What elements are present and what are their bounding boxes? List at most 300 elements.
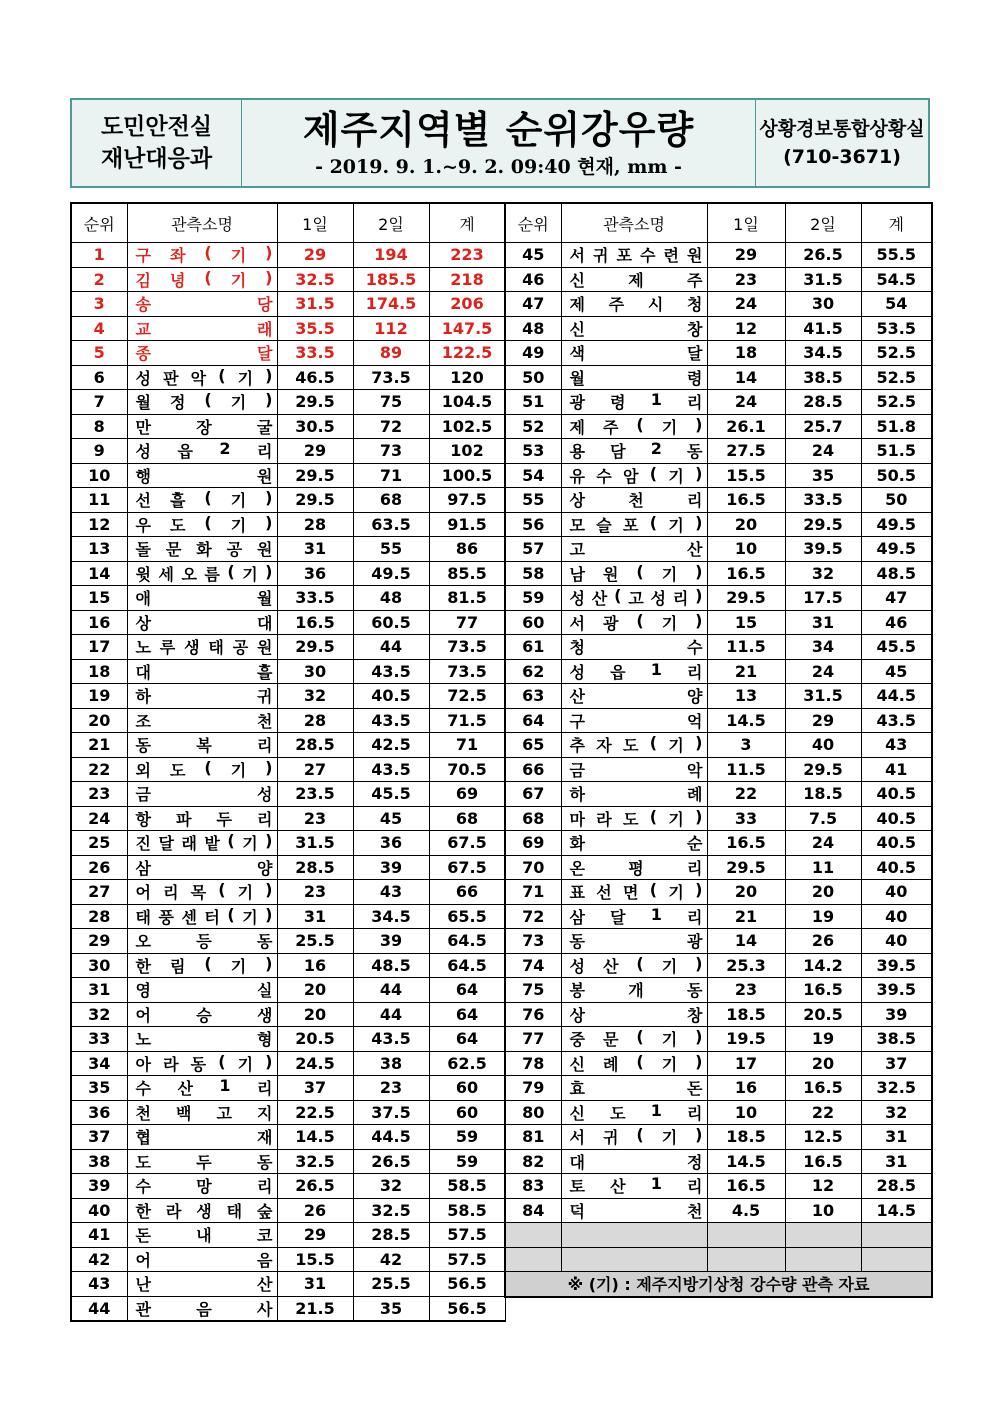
day2-cell: 28.5 (785, 390, 861, 415)
station-name: 청 수 (569, 638, 703, 658)
table-row (505, 978, 932, 1003)
day2-cell: 32 (785, 561, 861, 586)
station-cell (127, 267, 277, 292)
rank-cell: 51 (505, 390, 561, 415)
table-row (505, 243, 932, 268)
day2-cell: 19 (785, 904, 861, 929)
day1-cell: 29.5 (277, 635, 353, 660)
day1-cell: 20 (277, 1002, 353, 1027)
rank-cell: 44 (71, 1296, 127, 1321)
station-name: 김 녕 ( 기 ) (135, 267, 273, 290)
total-cell: 43 (861, 733, 932, 758)
table-row (71, 1051, 505, 1076)
rank-cell: 2 (71, 267, 127, 292)
table-row (71, 1125, 505, 1150)
station-name: 용 담 2 동 (569, 439, 703, 462)
day2-cell: 37.5 (353, 1100, 429, 1125)
day2-cell: 43.5 (353, 659, 429, 684)
table-row (71, 684, 505, 709)
rank-cell: 12 (71, 512, 127, 537)
station-name: 어 리 목 ( 기 ) (135, 880, 273, 903)
day2-cell: 39.5 (785, 537, 861, 562)
station-name: 서 광 ( 기 ) (569, 610, 703, 633)
station-cell (127, 586, 277, 611)
day2-cell: 11 (785, 855, 861, 880)
table-row (505, 390, 932, 415)
day2-cell: 42 (353, 1247, 429, 1272)
rank-cell: 49 (505, 341, 561, 366)
total-cell: 40 (861, 929, 932, 954)
day1-cell: 26 (277, 1198, 353, 1223)
total-cell: 47 (861, 586, 932, 611)
station-cell (127, 414, 277, 439)
day2-cell: 35 (353, 1296, 429, 1321)
rank-cell: 18 (71, 659, 127, 684)
day2-cell: 55 (353, 537, 429, 562)
total-cell: 39.5 (861, 953, 932, 978)
day1-cell: 29.5 (277, 488, 353, 513)
station-name: 성 산 ( 고 성 리 ) (569, 586, 703, 609)
station-cell (127, 635, 277, 660)
day1-cell: 20 (277, 978, 353, 1003)
table-row (505, 684, 932, 709)
station-cell (127, 463, 277, 488)
day2-cell: 20 (785, 1051, 861, 1076)
table-row (505, 561, 932, 586)
table-row (71, 953, 505, 978)
day1-cell: 33 (707, 806, 785, 831)
total-cell: 49.5 (861, 512, 932, 537)
total-cell: 40.5 (861, 782, 932, 807)
day2-cell: 68 (353, 488, 429, 513)
day2-cell: 14.2 (785, 953, 861, 978)
total-cell: 147.5 (429, 316, 505, 341)
table-row (505, 267, 932, 292)
station-name: 온 평 리 (569, 858, 703, 878)
day1-cell: 14 (707, 929, 785, 954)
station-name: 모 슬 포 ( 기 ) (569, 512, 703, 535)
total-cell: 58.5 (429, 1174, 505, 1199)
col-day2-header: 2일 (785, 203, 861, 243)
rank-cell: 50 (505, 365, 561, 390)
station-name: 영 실 (135, 981, 273, 1001)
table-row (71, 1002, 505, 1027)
total-cell: 43.5 (861, 708, 932, 733)
rank-cell: 29 (71, 929, 127, 954)
empty-cell (861, 1223, 932, 1248)
day2-cell: 44 (353, 978, 429, 1003)
total-cell: 86 (429, 537, 505, 562)
station-cell (127, 341, 277, 366)
empty-cell (505, 1247, 561, 1272)
table-row (71, 880, 505, 905)
day2-cell: 89 (353, 341, 429, 366)
day1-cell: 15.5 (707, 463, 785, 488)
day1-cell: 10 (707, 1100, 785, 1125)
rank-cell: 55 (505, 488, 561, 513)
total-cell: 32.5 (861, 1076, 932, 1101)
day1-cell: 36 (277, 561, 353, 586)
station-name: 난 산 (135, 1275, 273, 1295)
station-cell (561, 390, 707, 415)
day1-cell: 16.5 (707, 1174, 785, 1199)
station-cell (561, 561, 707, 586)
table-row (505, 316, 932, 341)
division-name: 재난대응과 (100, 146, 213, 172)
day2-cell: 16.5 (785, 978, 861, 1003)
rank-cell: 38 (71, 1149, 127, 1174)
total-cell: 69 (429, 782, 505, 807)
rank-cell: 41 (71, 1223, 127, 1248)
table-row (505, 635, 932, 660)
day2-cell: 32.5 (353, 1198, 429, 1223)
station-name: 서 귀 포 수 련 원 (569, 246, 703, 266)
station-name: 수 망 리 (135, 1177, 273, 1197)
station-name: 신 례 ( 기 ) (569, 1051, 703, 1074)
station-cell (561, 365, 707, 390)
empty-cell (785, 1223, 861, 1248)
table-row (505, 1002, 932, 1027)
day1-cell: 18 (707, 341, 785, 366)
station-cell (561, 341, 707, 366)
rank-cell: 32 (71, 1002, 127, 1027)
day2-cell: 18.5 (785, 782, 861, 807)
day2-cell: 12 (785, 1174, 861, 1199)
station-name: 마 라 도 ( 기 ) (569, 806, 703, 829)
office-phone: (710-3671) (783, 146, 901, 168)
station-name: 우 도 ( 기 ) (135, 512, 273, 535)
station-name: 중 문 ( 기 ) (569, 1027, 703, 1050)
day2-cell: 26.5 (785, 243, 861, 268)
total-cell: 64 (429, 978, 505, 1003)
station-name: 하 례 (569, 785, 703, 805)
total-cell: 68 (429, 806, 505, 831)
total-cell: 72.5 (429, 684, 505, 709)
station-cell (127, 316, 277, 341)
station-name: 태 풍 센 터 ( 기 ) (135, 904, 273, 927)
rank-cell: 53 (505, 439, 561, 464)
rank-cell: 76 (505, 1002, 561, 1027)
page-title: 제주지역별 순위강우량 (302, 108, 695, 152)
day1-cell: 23 (707, 267, 785, 292)
rank-cell: 77 (505, 1027, 561, 1052)
day1-cell: 23 (277, 806, 353, 831)
total-cell: 40.5 (861, 855, 932, 880)
rank-cell: 65 (505, 733, 561, 758)
station-cell (127, 1125, 277, 1150)
rank-cell: 59 (505, 586, 561, 611)
table-row (505, 292, 932, 317)
station-cell (127, 1027, 277, 1052)
station-cell (561, 708, 707, 733)
day2-cell: 44 (353, 635, 429, 660)
table-row (71, 414, 505, 439)
total-cell: 58.5 (429, 1198, 505, 1223)
day2-cell: 73 (353, 439, 429, 464)
total-cell: 97.5 (429, 488, 505, 513)
day2-cell: 34 (785, 635, 861, 660)
table-row (71, 855, 505, 880)
table-row (71, 390, 505, 415)
day1-cell: 11.5 (707, 757, 785, 782)
table-row (505, 512, 932, 537)
station-name: 항 파 두 리 (135, 809, 273, 829)
station-cell (127, 1272, 277, 1297)
station-name: 천 백 고 지 (135, 1103, 273, 1123)
station-cell (127, 806, 277, 831)
office-name: 상황경보통합상황실 (759, 118, 925, 140)
day1-cell: 18.5 (707, 1125, 785, 1150)
total-cell: 77 (429, 610, 505, 635)
table-row (505, 341, 932, 366)
total-cell: 64 (429, 1002, 505, 1027)
table-row (505, 855, 932, 880)
day1-cell: 31.5 (277, 831, 353, 856)
day1-cell: 29 (277, 243, 353, 268)
table-row (71, 978, 505, 1003)
day2-cell: 40 (785, 733, 861, 758)
station-cell (561, 904, 707, 929)
rank-cell: 27 (71, 880, 127, 905)
day2-cell: 43.5 (353, 757, 429, 782)
station-cell (561, 610, 707, 635)
day2-cell: 185.5 (353, 267, 429, 292)
day2-cell: 63.5 (353, 512, 429, 537)
day1-cell: 4.5 (707, 1198, 785, 1223)
station-cell (127, 1002, 277, 1027)
table-row (505, 831, 932, 856)
rank-cell: 33 (71, 1027, 127, 1052)
total-cell: 44.5 (861, 684, 932, 709)
day1-cell: 14.5 (277, 1125, 353, 1150)
rank-cell: 79 (505, 1076, 561, 1101)
day1-cell: 24 (707, 390, 785, 415)
rainfall-table-left (70, 202, 506, 1322)
station-cell (127, 1223, 277, 1248)
table-row (71, 733, 505, 758)
total-cell: 71 (429, 733, 505, 758)
table-row (71, 1247, 505, 1272)
station-name: 동 광 (569, 932, 703, 952)
col-rank-header: 순위 (71, 203, 127, 243)
rank-cell: 58 (505, 561, 561, 586)
rank-cell: 6 (71, 365, 127, 390)
station-name: 삼 양 (135, 858, 273, 878)
page-subtitle: - 2019. 9. 1.~9. 2. 09:40 현재, mm - (315, 156, 682, 178)
station-cell (127, 831, 277, 856)
day1-cell: 28 (277, 512, 353, 537)
station-cell (127, 1174, 277, 1199)
empty-cell (505, 1223, 561, 1248)
total-cell: 50 (861, 488, 932, 513)
total-cell: 102 (429, 439, 505, 464)
rank-cell: 40 (71, 1198, 127, 1223)
rank-cell: 42 (71, 1247, 127, 1272)
table-row (505, 1100, 932, 1125)
station-name: 송 당 (135, 295, 273, 315)
rank-cell: 84 (505, 1198, 561, 1223)
station-cell (127, 782, 277, 807)
day1-cell: 25.3 (707, 953, 785, 978)
table-row (505, 880, 932, 905)
total-cell: 59 (429, 1125, 505, 1150)
station-name: 조 천 (135, 711, 273, 731)
table-row (505, 929, 932, 954)
rank-cell: 81 (505, 1125, 561, 1150)
day1-cell: 24 (707, 292, 785, 317)
station-cell (561, 463, 707, 488)
table-row (71, 659, 505, 684)
station-cell (561, 1100, 707, 1125)
day2-cell: 43.5 (353, 708, 429, 733)
day1-cell: 16.5 (707, 561, 785, 586)
day2-cell: 12.5 (785, 1125, 861, 1150)
station-name: 교 래 (135, 319, 273, 339)
table-row (505, 610, 932, 635)
rank-cell: 17 (71, 635, 127, 660)
station-name: 어 승 생 (135, 1005, 273, 1025)
rank-cell: 57 (505, 537, 561, 562)
day2-cell: 17.5 (785, 586, 861, 611)
rank-cell: 1 (71, 243, 127, 268)
station-name: 만 장 굴 (135, 417, 273, 437)
table-row (71, 1223, 505, 1248)
station-cell (561, 855, 707, 880)
station-name: 고 산 (569, 540, 703, 560)
total-cell: 65.5 (429, 904, 505, 929)
rank-cell: 43 (71, 1272, 127, 1297)
station-name: 상 창 (569, 1005, 703, 1025)
day2-cell: 16.5 (785, 1149, 861, 1174)
source-note: ※ (기) : 제주지방기상청 강수량 관측 자료 (505, 1272, 932, 1297)
day1-cell: 31 (277, 904, 353, 929)
table-row (71, 1198, 505, 1223)
station-name: 어 음 (135, 1250, 273, 1270)
total-cell: 51.8 (861, 414, 932, 439)
total-cell: 91.5 (429, 512, 505, 537)
table-row (71, 708, 505, 733)
day2-cell: 39 (353, 929, 429, 954)
total-cell: 218 (429, 267, 505, 292)
day1-cell: 25.5 (277, 929, 353, 954)
table-row (505, 953, 932, 978)
station-cell (127, 439, 277, 464)
station-cell (561, 292, 707, 317)
day1-cell: 22 (707, 782, 785, 807)
total-cell: 39.5 (861, 978, 932, 1003)
rank-cell: 69 (505, 831, 561, 856)
table-row (505, 659, 932, 684)
total-cell: 102.5 (429, 414, 505, 439)
day2-cell: 194 (353, 243, 429, 268)
station-name: 삼 달 1 리 (569, 904, 703, 927)
rank-cell: 23 (71, 782, 127, 807)
day1-cell: 23 (707, 978, 785, 1003)
rank-cell: 4 (71, 316, 127, 341)
day2-cell: 72 (353, 414, 429, 439)
department-name: 도민안전실 (100, 114, 213, 140)
col-total-header: 계 (861, 203, 932, 243)
day1-cell: 15.5 (277, 1247, 353, 1272)
total-cell: 38.5 (861, 1027, 932, 1052)
empty-row (505, 1247, 932, 1272)
day1-cell: 29.5 (707, 855, 785, 880)
table-row (71, 904, 505, 929)
station-cell (127, 1247, 277, 1272)
station-cell (127, 610, 277, 635)
station-name: 색 달 (569, 344, 703, 364)
day1-cell: 32 (277, 684, 353, 709)
day1-cell: 21 (707, 904, 785, 929)
total-cell: 73.5 (429, 659, 505, 684)
day2-cell: 25.7 (785, 414, 861, 439)
table-row (71, 537, 505, 562)
day2-cell: 31 (785, 610, 861, 635)
table-row (505, 708, 932, 733)
station-name: 봉 개 동 (569, 981, 703, 1001)
station-name: 애 월 (135, 589, 273, 609)
station-cell (127, 855, 277, 880)
station-name: 성 읍 2 리 (135, 439, 273, 462)
table-row (505, 1027, 932, 1052)
day2-cell: 26 (785, 929, 861, 954)
day2-cell: 10 (785, 1198, 861, 1223)
rank-cell: 21 (71, 733, 127, 758)
station-cell (127, 1149, 277, 1174)
table-row (71, 365, 505, 390)
day2-cell: 44.5 (353, 1125, 429, 1150)
station-name: 구 좌 ( 기 ) (135, 243, 273, 266)
table-header-row (505, 203, 932, 243)
rank-cell: 46 (505, 267, 561, 292)
station-cell (561, 586, 707, 611)
station-name: 표 선 면 ( 기 ) (569, 880, 703, 903)
day1-cell: 16.5 (707, 831, 785, 856)
total-cell: 57.5 (429, 1247, 505, 1272)
rank-cell: 39 (71, 1174, 127, 1199)
station-cell (561, 880, 707, 905)
total-cell: 66 (429, 880, 505, 905)
station-name: 월 정 ( 기 ) (135, 390, 273, 413)
table-row (71, 1296, 505, 1321)
empty-row (505, 1223, 932, 1248)
station-cell (127, 561, 277, 586)
total-cell: 54 (861, 292, 932, 317)
station-name: 협 재 (135, 1128, 273, 1148)
table-row (71, 439, 505, 464)
day2-cell: 29.5 (785, 757, 861, 782)
total-cell: 49.5 (861, 537, 932, 562)
day1-cell: 26.5 (277, 1174, 353, 1199)
rank-cell: 26 (71, 855, 127, 880)
station-cell (127, 488, 277, 513)
station-name: 하 귀 (135, 687, 273, 707)
col-total-header: 계 (429, 203, 505, 243)
table-row (505, 439, 932, 464)
station-name: 구 억 (569, 711, 703, 731)
table-row (505, 1125, 932, 1150)
contact-block (756, 100, 928, 186)
day2-cell: 23 (353, 1076, 429, 1101)
table-row (71, 243, 505, 268)
day2-cell: 40.5 (353, 684, 429, 709)
station-cell (127, 904, 277, 929)
rainfall-table-right (504, 202, 933, 1298)
rank-cell: 45 (505, 243, 561, 268)
table-row (71, 1174, 505, 1199)
station-cell (561, 635, 707, 660)
rank-cell: 22 (71, 757, 127, 782)
